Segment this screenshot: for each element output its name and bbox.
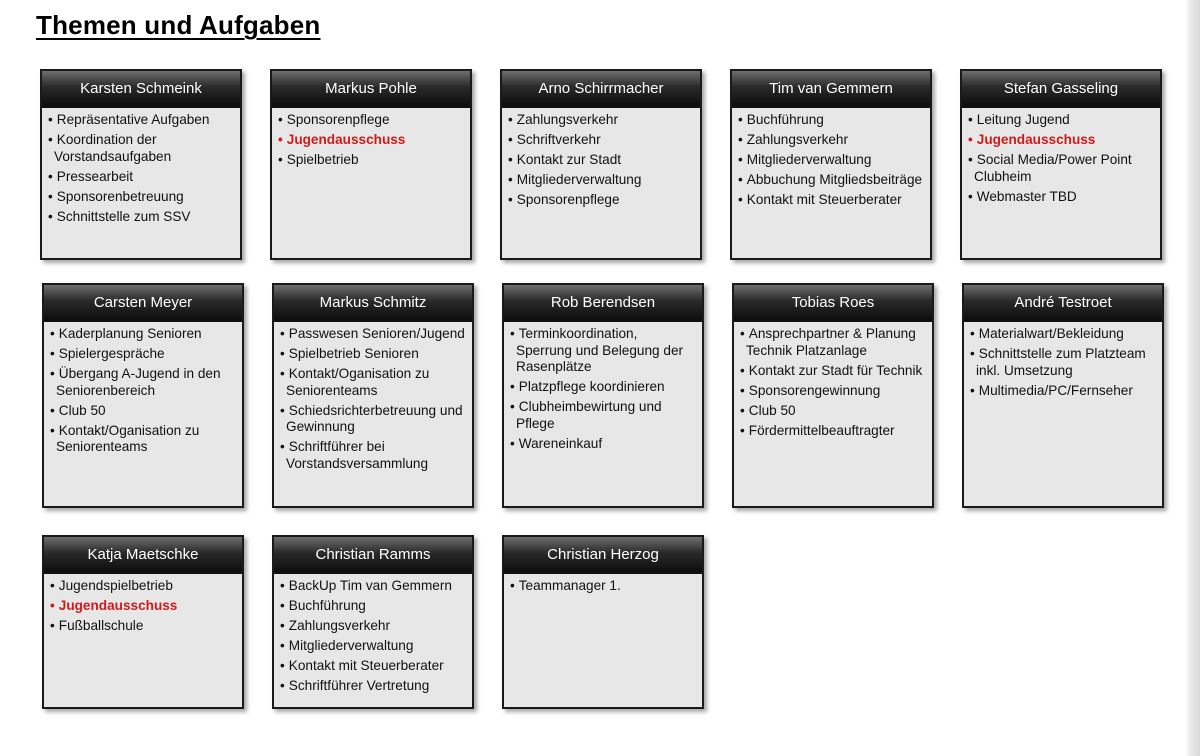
- task-text: Platzpflege koordinieren: [518, 379, 665, 394]
- person-name: Christian Herzog: [504, 537, 702, 574]
- person-name: Christian Ramms: [274, 537, 472, 574]
- bullet-icon: •: [510, 379, 515, 394]
- task-item: [280, 346, 466, 363]
- task-item: [50, 403, 236, 420]
- task-item: [738, 172, 924, 189]
- task-text: Social Media/Power Point Clubheim: [974, 152, 1132, 184]
- task-text: Kontakt/Oganisation zu Seniorenteams: [286, 366, 430, 398]
- bullet-icon: •: [280, 678, 285, 693]
- task-text: Schnittstelle zum Platzteam inkl. Umsetzung: [976, 346, 1146, 378]
- bullet-icon: •: [740, 326, 745, 341]
- bullet-icon: •: [48, 132, 53, 147]
- bullet-icon: •: [50, 366, 55, 381]
- task-item: [970, 346, 1156, 379]
- bullet-icon: •: [738, 192, 743, 207]
- bullet-icon: •: [740, 402, 745, 418]
- task-text: Passwesen Senioren/Jugend: [288, 326, 465, 341]
- task-text: Club 50: [58, 402, 106, 418]
- task-item: [740, 383, 926, 400]
- bullet-icon: •: [508, 172, 513, 187]
- person-name: Arno Schirrmacher: [502, 71, 700, 108]
- task-item: [508, 132, 694, 149]
- task-list: [734, 322, 932, 447]
- bullet-icon: •: [50, 422, 55, 438]
- task-text: Sponsorenbetreuung: [56, 188, 184, 204]
- task-text: Kontakt mit Steuerberater: [746, 192, 902, 207]
- bullet-icon: •: [48, 208, 53, 224]
- task-item: [968, 152, 1154, 185]
- task-item: [48, 209, 234, 226]
- task-item: [278, 112, 464, 129]
- person-name: Stefan Gasseling: [962, 71, 1160, 108]
- task-text: Jugendausschuss: [976, 132, 1096, 147]
- bullet-icon: •: [740, 362, 745, 378]
- task-list: [962, 108, 1160, 213]
- task-text: Zahlungsverkehr: [288, 618, 391, 633]
- page-title: Themen und Aufgaben: [36, 10, 321, 40]
- bullet-icon: •: [738, 172, 743, 187]
- bullet-icon: •: [280, 598, 285, 613]
- task-list: [502, 108, 700, 216]
- person-name: André Testroet: [964, 285, 1162, 322]
- task-item: [508, 152, 694, 169]
- person-name: Markus Schmitz: [274, 285, 472, 322]
- person-card: [502, 283, 704, 508]
- task-text: Zahlungsverkehr: [746, 132, 849, 147]
- task-item: [280, 678, 466, 695]
- task-list: [504, 322, 702, 460]
- task-text: Teammanager 1.: [518, 578, 621, 593]
- task-text: Club 50: [748, 402, 796, 418]
- task-list: [44, 322, 242, 463]
- task-text: Schiedsrichterbetreuung und Gewinnung: [286, 402, 463, 434]
- task-text: Jugendausschuss: [286, 132, 406, 147]
- bullet-icon: •: [970, 346, 975, 361]
- task-item: [738, 132, 924, 149]
- task-item: [278, 152, 464, 169]
- task-list: [274, 574, 472, 702]
- task-item: [280, 326, 466, 343]
- person-card: [42, 535, 244, 709]
- task-text: Mitgliederverwaltung: [516, 172, 642, 187]
- task-text: Buchführung: [746, 112, 824, 127]
- bullet-icon: •: [510, 435, 515, 451]
- task-item: [740, 423, 926, 440]
- task-text: Sponsorenpflege: [286, 112, 390, 127]
- task-item: [738, 192, 924, 209]
- task-item: [48, 132, 234, 165]
- task-item: [50, 326, 236, 343]
- task-text: Clubheimbewirtung und Pflege: [516, 399, 662, 431]
- bullet-icon: •: [280, 326, 285, 341]
- person-card: [960, 69, 1162, 260]
- person-card: [42, 283, 244, 508]
- person-name: Markus Pohle: [272, 71, 470, 108]
- person-card: [962, 283, 1164, 508]
- person-card: [272, 535, 474, 709]
- task-item: [280, 658, 466, 675]
- task-text: Kontakt/Oganisation zu Seniorenteams: [56, 422, 200, 454]
- bullet-icon: •: [50, 618, 55, 633]
- task-item: [510, 399, 696, 432]
- task-item: [968, 132, 1154, 149]
- task-item: [280, 638, 466, 655]
- task-text: Kontakt mit Steuerberater: [288, 658, 444, 673]
- task-list: [732, 108, 930, 216]
- task-item: [280, 439, 466, 472]
- task-text: Pressearbeit: [56, 168, 134, 184]
- task-item: [508, 112, 694, 129]
- bullet-icon: •: [280, 658, 285, 673]
- person-card: [730, 69, 932, 260]
- task-text: Kontakt zur Stadt: [516, 152, 622, 167]
- task-text: Ansprechpartner & Planung Technik Platzanlage: [746, 326, 916, 358]
- bullet-icon: •: [738, 112, 743, 127]
- person-card: [272, 283, 474, 508]
- task-item: [50, 423, 236, 456]
- person-name: Rob Berendsen: [504, 285, 702, 322]
- bullet-icon: •: [280, 439, 285, 454]
- task-item: [510, 379, 696, 396]
- bullet-icon: •: [738, 152, 743, 167]
- task-list: [42, 108, 240, 233]
- bullet-icon: •: [508, 112, 513, 127]
- bullet-icon: •: [968, 132, 973, 147]
- task-item: [48, 112, 234, 129]
- bullet-icon: •: [280, 366, 285, 381]
- task-item: [50, 366, 236, 399]
- task-list: [964, 322, 1162, 407]
- person-name: Karsten Schmeink: [42, 71, 240, 108]
- task-text: Sponsorengewinnung: [748, 382, 881, 398]
- task-item: [968, 189, 1154, 206]
- person-name: Katja Maetschke: [44, 537, 242, 574]
- bullet-icon: •: [280, 346, 285, 361]
- bullet-icon: •: [50, 598, 55, 613]
- bullet-icon: •: [50, 402, 55, 418]
- bullet-icon: •: [48, 112, 53, 127]
- task-item: [508, 172, 694, 189]
- bullet-icon: •: [280, 402, 285, 418]
- bullet-icon: •: [280, 578, 285, 593]
- task-text: Jugendausschuss: [58, 598, 178, 613]
- task-item: [970, 326, 1156, 343]
- task-item: [970, 383, 1156, 400]
- task-text: Übergang A-Jugend in den Seniorenbereich: [56, 366, 221, 398]
- bullet-icon: •: [970, 326, 975, 341]
- bullet-icon: •: [278, 112, 283, 127]
- task-item: [50, 346, 236, 363]
- task-item: [280, 598, 466, 615]
- task-text: Leitung Jugend: [976, 112, 1070, 127]
- task-item: [738, 152, 924, 169]
- task-text: Repräsentative Aufgaben: [56, 112, 210, 127]
- task-item: [280, 578, 466, 595]
- task-text: Jugendspielbetrieb: [58, 578, 173, 593]
- task-text: Spielbetrieb: [286, 152, 359, 167]
- person-card: [502, 535, 704, 709]
- bullet-icon: •: [48, 168, 53, 184]
- task-text: Spielbetrieb Senioren: [288, 346, 419, 361]
- bullet-icon: •: [968, 152, 973, 167]
- bullet-icon: •: [968, 112, 973, 127]
- task-text: Kaderplanung Senioren: [58, 326, 202, 341]
- task-text: Schnittstelle zum SSV: [56, 208, 191, 224]
- task-text: Schriftführer bei Vorstandsversammlung: [286, 439, 429, 471]
- bullet-icon: •: [278, 152, 283, 167]
- task-text: Sponsorenpflege: [516, 192, 620, 207]
- task-item: [280, 403, 466, 436]
- person-card: [40, 69, 242, 260]
- task-text: Fördermittelbeauftragter: [748, 422, 895, 438]
- bullet-icon: •: [740, 382, 745, 398]
- task-item: [740, 326, 926, 359]
- task-text: Fußballschule: [58, 618, 144, 633]
- task-item: [280, 366, 466, 399]
- bullet-icon: •: [508, 132, 513, 147]
- bullet-icon: •: [280, 638, 285, 653]
- bullet-icon: •: [50, 346, 55, 361]
- task-item: [510, 578, 696, 595]
- task-text: Zahlungsverkehr: [516, 112, 619, 127]
- bullet-icon: •: [508, 192, 513, 207]
- task-list: [504, 574, 702, 602]
- bullet-icon: •: [510, 326, 515, 341]
- task-item: [740, 403, 926, 420]
- task-item: [738, 112, 924, 129]
- task-text: Mitgliederverwaltung: [746, 152, 872, 167]
- task-item: [48, 169, 234, 186]
- task-item: [48, 189, 234, 206]
- task-item: [280, 618, 466, 635]
- task-item: [968, 112, 1154, 129]
- task-text: BackUp Tim van Gemmern: [288, 578, 452, 593]
- task-list: [272, 108, 470, 176]
- task-item: [50, 598, 236, 615]
- task-text: Abbuchung Mitgliedsbeiträge: [746, 172, 923, 187]
- bullet-icon: •: [738, 132, 743, 147]
- person-card: [270, 69, 472, 260]
- bullet-icon: •: [278, 132, 283, 147]
- bullet-icon: •: [510, 578, 515, 593]
- task-item: [508, 192, 694, 209]
- task-text: Multimedia/PC/Fernseher: [978, 382, 1133, 398]
- task-text: Materialwart/Bekleidung: [978, 326, 1124, 341]
- task-text: Schriftführer Vertretung: [288, 678, 430, 693]
- task-text: Koordination der Vorstandsaufgaben: [54, 132, 172, 164]
- task-list: [274, 322, 472, 480]
- task-text: Mitgliederverwaltung: [288, 638, 414, 653]
- bullet-icon: •: [50, 326, 55, 341]
- person-card: [500, 69, 702, 260]
- page-edge-shadow: [1185, 0, 1200, 756]
- person-name: Carsten Meyer: [44, 285, 242, 322]
- bullet-icon: •: [280, 618, 285, 633]
- bullet-icon: •: [740, 422, 745, 438]
- person-name: Tobias Roes: [734, 285, 932, 322]
- bullet-icon: •: [508, 152, 513, 167]
- bullet-icon: •: [970, 382, 975, 398]
- bullet-icon: •: [510, 399, 515, 414]
- person-card: [732, 283, 934, 508]
- task-text: Terminkoordination, Sperrung und Belegung der Rasenplätze: [516, 326, 684, 374]
- task-text: Kontakt zur Stadt für Technik: [748, 362, 923, 378]
- task-list: [44, 574, 242, 642]
- task-item: [50, 618, 236, 635]
- task-item: [510, 436, 696, 453]
- task-item: [278, 132, 464, 149]
- task-text: Schriftverkehr: [516, 132, 601, 147]
- task-text: Wareneinkauf: [518, 435, 603, 451]
- bullet-icon: •: [48, 188, 53, 204]
- task-item: [740, 363, 926, 380]
- task-item: [510, 326, 696, 376]
- task-text: Spielergespräche: [58, 346, 165, 361]
- person-name: Tim van Gemmern: [732, 71, 930, 108]
- bullet-icon: •: [50, 578, 55, 593]
- bullet-icon: •: [968, 188, 973, 204]
- task-text: Buchführung: [288, 598, 366, 613]
- task-text: Webmaster TBD: [976, 188, 1077, 204]
- task-item: [50, 578, 236, 595]
